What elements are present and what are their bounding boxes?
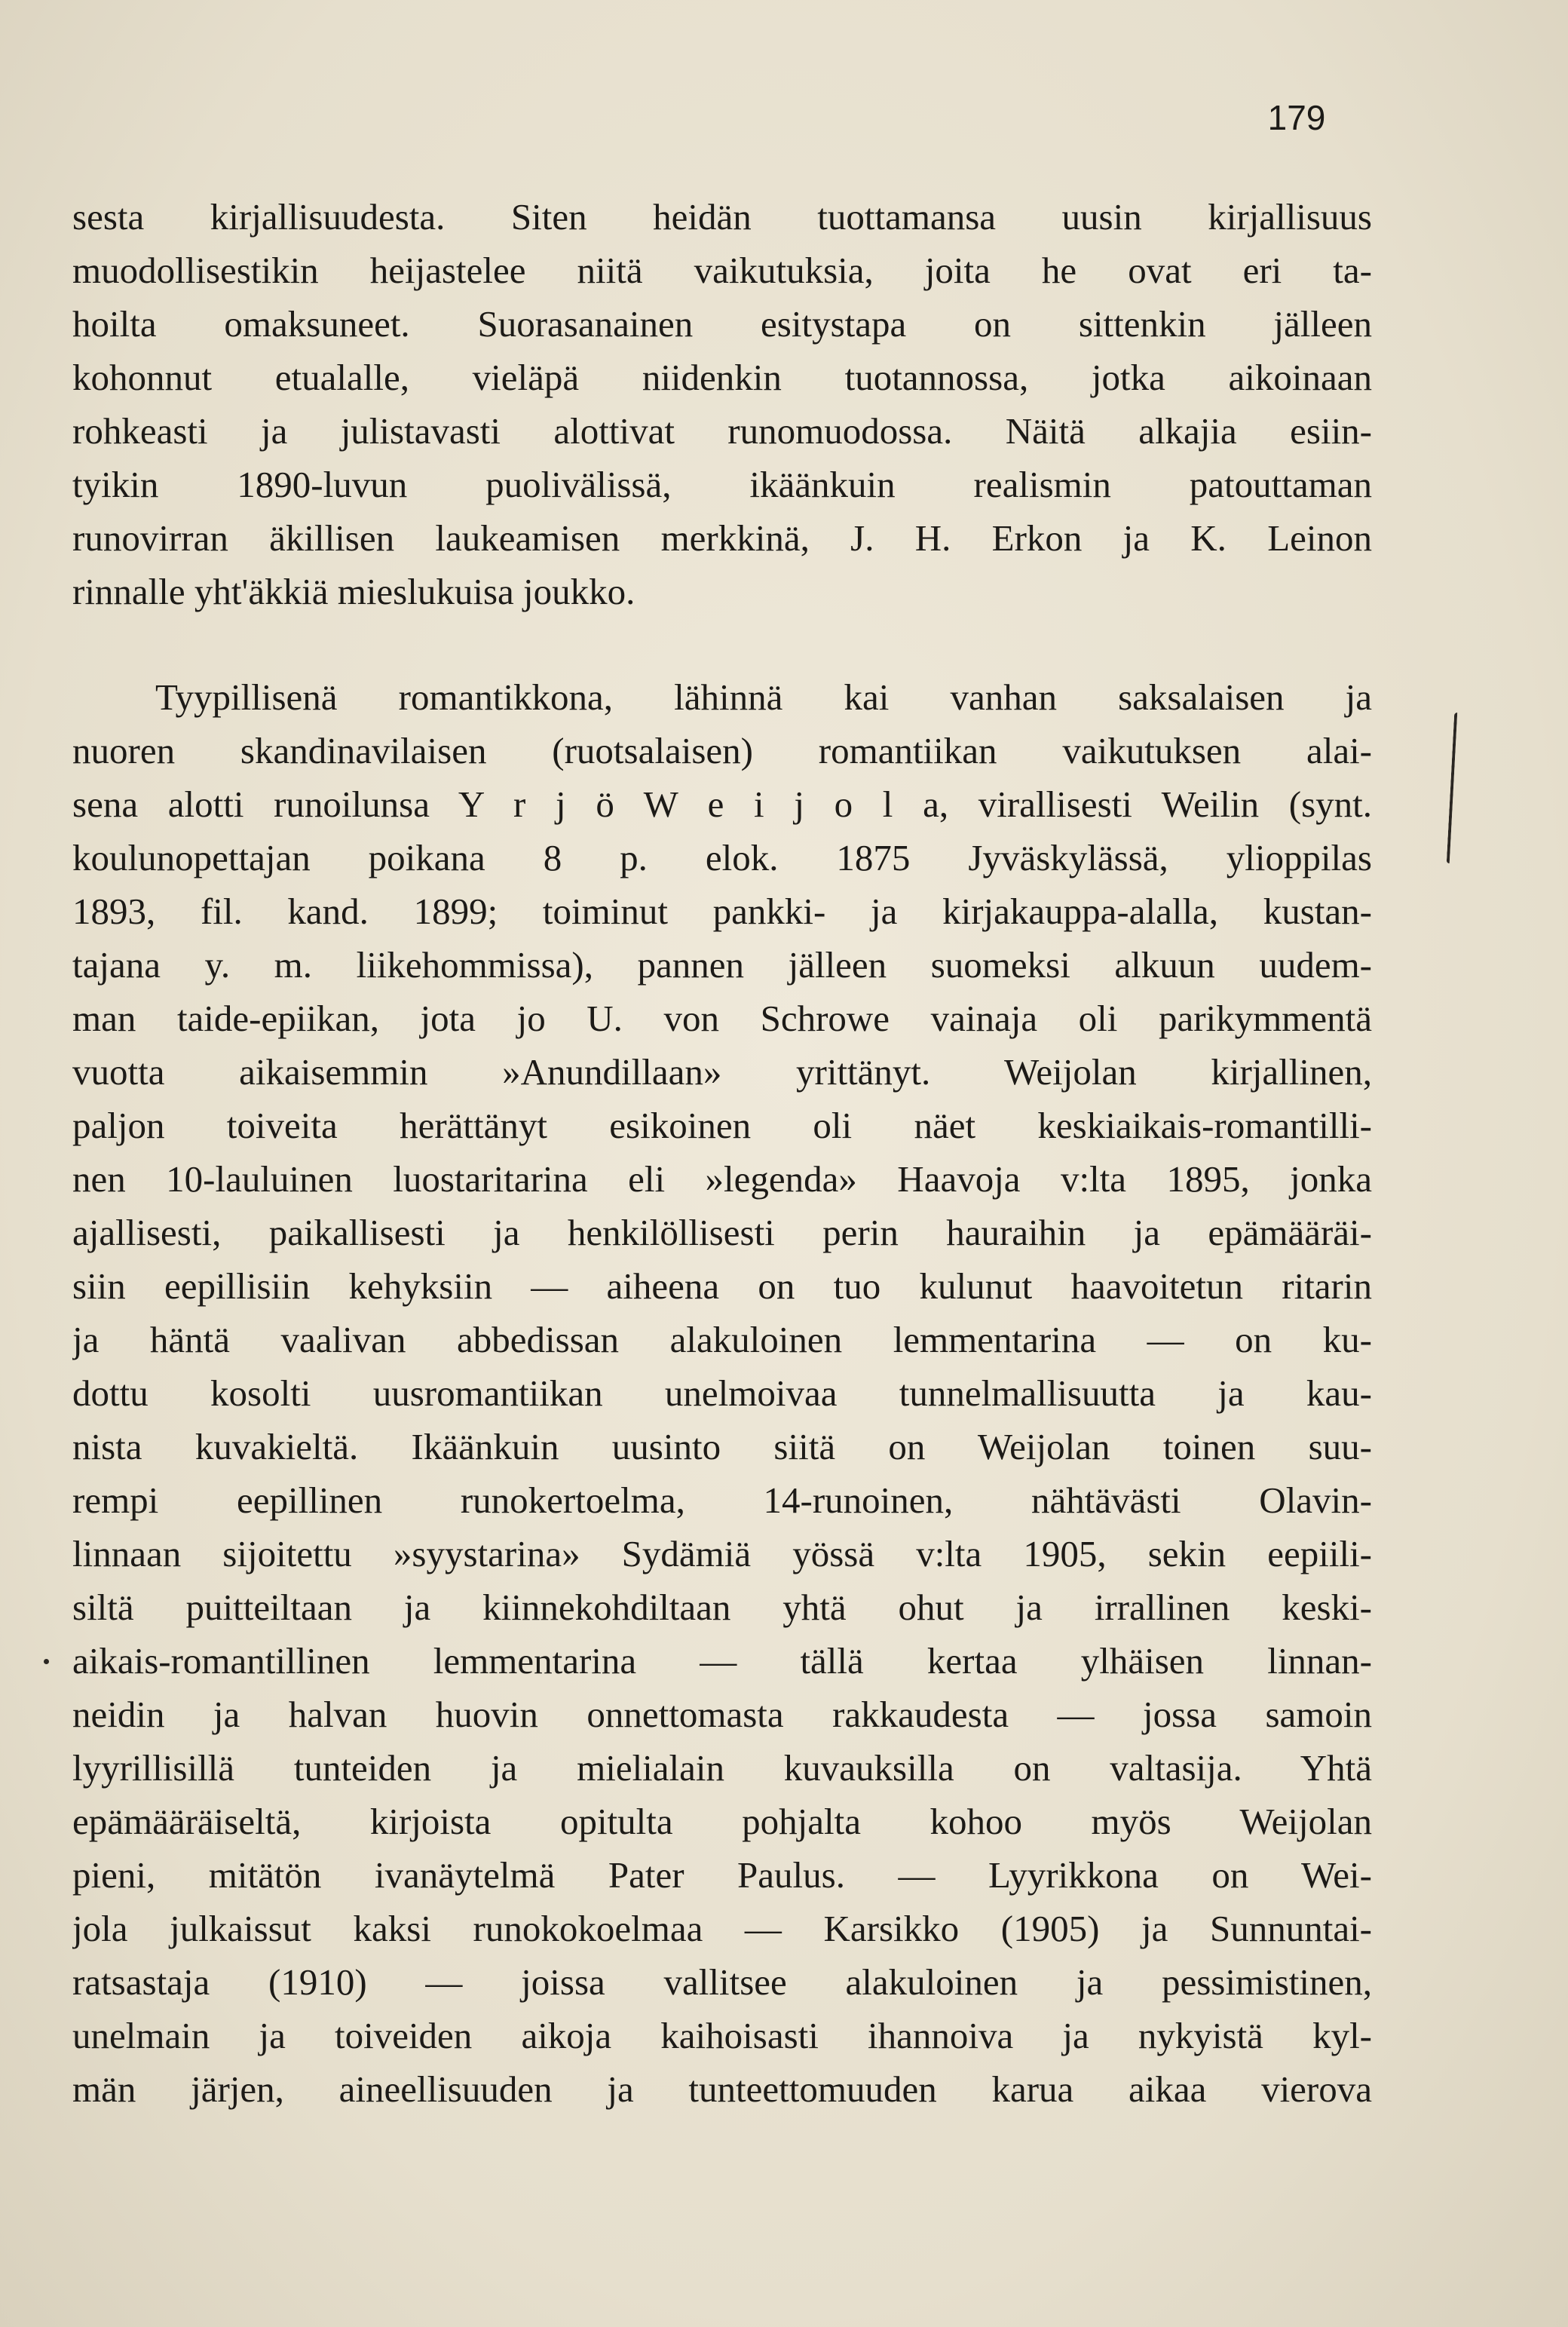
text-line: paljon toiveita herättänyt esikoinen oli näet keskiaikais-romantilli- — [72, 1105, 1372, 1146]
text-line: sena alotti runoilunsa Y r j ö W e i j o l a, virallisesti Weilin (synt. — [72, 783, 1372, 825]
text-line: 1893, fil. kand. 1899; toiminut pankki- ja kirjakauppa-alalla, kustan- — [72, 891, 1372, 932]
margin-pencil-mark — [1447, 713, 1468, 863]
paragraph-2 — [72, 670, 1372, 2116]
text-line: nuoren skandinavilaisen (ruotsalaisen) romantiikan vaikutuksen alai- — [72, 730, 1372, 771]
text-line: vuotta aikaisemmin »Anundillaan» yrittänyt. Weijolan kirjallinen, — [72, 1051, 1372, 1093]
text-line: nen 10-lauluinen luostaritarina eli »legenda» Haavoja v:lta 1895, jonka — [72, 1158, 1372, 1200]
text-line: kohonnut etualalle, vieläpä niidenkin tuotannossa, jotka aikoinaan — [72, 357, 1372, 398]
text-line: siin eepillisiin kehyksiin — aiheena on tuo kulunut haavoitetun ritarin — [72, 1265, 1372, 1307]
text-line: muodollisestikin heijastelee niitä vaikutuksia, joita he ovat eri ta- — [72, 250, 1372, 291]
text-line: linnaan sijoitettu »syystarina» Sydämiä yössä v:lta 1905, sekin eepiili- — [72, 1533, 1372, 1574]
text-line: epämääräiseltä, kirjoista opitulta pohjalta kohoo myös Weijolan — [72, 1801, 1372, 1842]
text-line: Tyypillisenä romantikkona, lähinnä kai vanhan saksalaisen ja — [155, 676, 1372, 718]
page-number: 179 — [1267, 98, 1326, 137]
text-line: rohkeasti ja julistavasti alottivat runomuodossa. Näitä alkajia esiin- — [72, 410, 1372, 452]
text-line: ajallisesti, paikallisesti ja henkilöllisesti perin hauraihin ja epämääräi- — [72, 1212, 1372, 1253]
text-line: rinnalle yht'äkkiä mieslukuisa joukko. — [72, 571, 635, 612]
text-line: ratsastaja (1910) — joissa vallitsee alakuloinen ja pessimistinen, — [72, 1961, 1372, 2003]
text-line: runovirran äkillisen laukeamisen merkkinä, J. H. Erkon ja K. Leinon — [72, 517, 1372, 559]
text-line: neidin ja halvan huovin onnettomasta rakkaudesta — jossa samoin — [72, 1694, 1372, 1735]
text-line: hoilta omaksuneet. Suorasanainen esitystapa on sittenkin jälleen — [72, 303, 1372, 345]
text-line: siltä puitteiltaan ja kiinnekohdiltaan yhtä ohut ja irrallinen keski- — [72, 1587, 1372, 1628]
text-line: ja häntä vaalivan abbedissan alakuloinen lemmentarina — on ku- — [72, 1319, 1372, 1360]
text-line: nista kuvakieltä. Ikäänkuin uusinto siitä on Weijolan toinen suu- — [72, 1426, 1372, 1467]
paragraph-1 — [72, 190, 1372, 618]
text-line: aikais-romantillinen lemmentarina — tällä kertaa ylhäisen linnan- — [72, 1640, 1372, 1682]
text-line: rempi eepillinen runokertoelma, 14-runoinen, nähtävästi Olavin- — [72, 1479, 1372, 1521]
text-line: koulunopettajan poikana 8 p. elok. 1875 Jyväskylässä, ylioppilas — [72, 837, 1372, 878]
text-line: dottu kosolti uusromantiikan unelmoivaa tunnelmallisuutta ja kau- — [72, 1372, 1372, 1414]
text-line: man taide-epiikan, jota jo U. von Schrowe vainaja oli parikymmentä — [72, 998, 1372, 1039]
text-line: lyyrillisillä tunteiden ja mielialain kuvauksilla on valtasija. Yhtä — [72, 1747, 1372, 1789]
text-line: pieni, mitätön ivanäytelmä Pater Paulus. — Lyyrikkona on Wei- — [72, 1854, 1372, 1896]
text-line: tajana y. m. liikehommissa), pannen jälleen suomeksi alkuun uudem- — [72, 944, 1372, 986]
text-line: jola julkaissut kaksi runokokoelmaa — Karsikko (1905) ja Sunnuntai- — [72, 1908, 1372, 1949]
text-line: sesta kirjallisuudesta. Siten heidän tuottamansa uusin kirjallisuus — [72, 196, 1372, 238]
text-line: tyikin 1890-luvun puolivälissä, ikäänkuin realismin patouttaman — [72, 464, 1372, 505]
text-line: unelmain ja toiveiden aikoja kaihoisasti ihannoiva ja nykyistä kyl- — [72, 2015, 1372, 2056]
margin-dot-mark — [44, 1659, 49, 1664]
text-line: män järjen, aineellisuuden ja tunteettomuuden karua aikaa vierova — [72, 2068, 1372, 2110]
